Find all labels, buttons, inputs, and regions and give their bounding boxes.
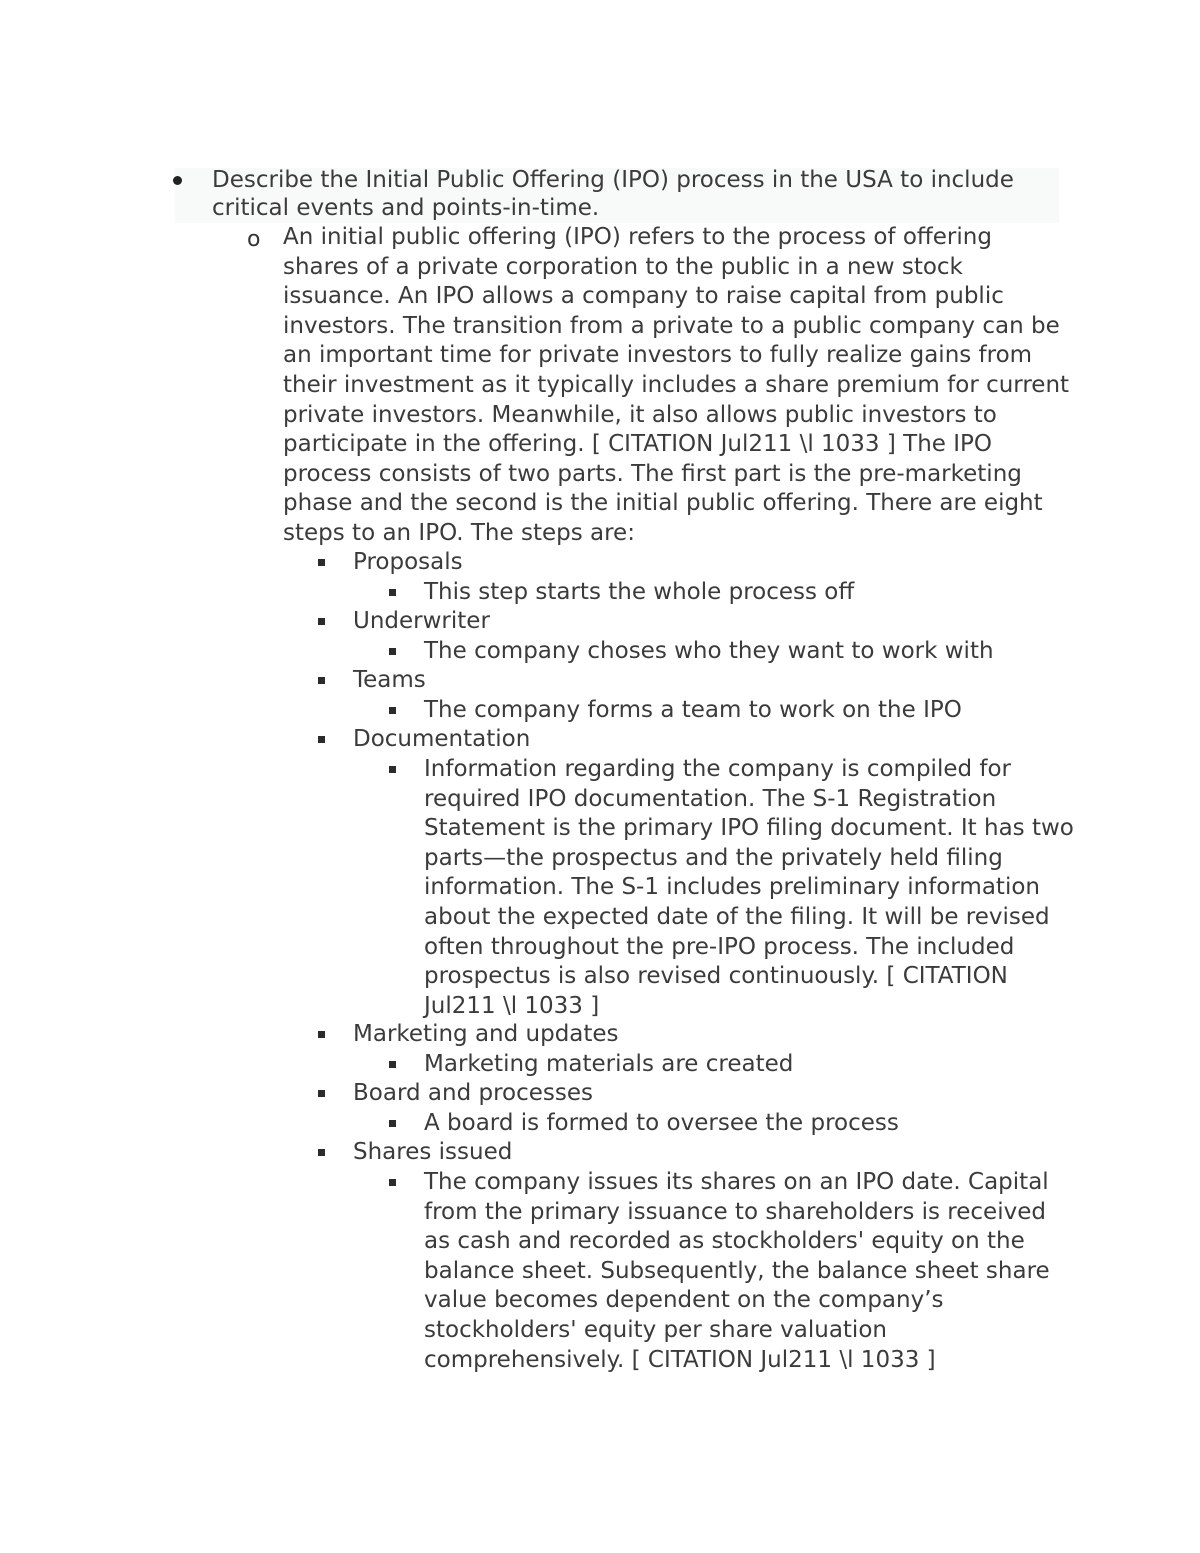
step-detail: The company choses who they want to work with	[424, 638, 994, 664]
bullet-square-icon	[389, 1120, 396, 1127]
bullet-square-icon	[318, 1149, 325, 1156]
bullet-square-icon	[318, 618, 325, 625]
step-label: Board and processes	[353, 1080, 594, 1106]
bullet-square-icon	[389, 766, 396, 773]
bullet-square-icon	[389, 589, 396, 596]
step-label: Teams	[353, 667, 426, 693]
bullet-square-icon	[318, 1090, 325, 1097]
heading-item: Describe the Initial Public Offering (IPO) process in the USA to include critical events and points-in-time.	[212, 167, 1014, 221]
bullet-square-icon	[389, 1179, 396, 1186]
step-label: Marketing and updates	[353, 1021, 619, 1047]
step-label: Documentation	[353, 726, 531, 752]
step-detail: Marketing materials are created	[424, 1051, 794, 1077]
step-detail: Information regarding the company is compiled for required IPO documentation. The S-1 Registration Statement is the primary IPO filing document. It has two parts—the prospectus and the privately held filing information. The S-1 includes preliminary information about the expected date of the filing. It will be revised often throughout the pre-IPO process. The included prospectus is also revised continuously. [ CITATION Jul211 \l 1033 ]	[424, 756, 1074, 1019]
intro-paragraph: An initial public offering (IPO) refers to the process of offering shares of a private corporation to the public in a new stock issuance. An IPO allows a company to raise capital from public investors. The transition from a private to a public company can be an important time for private investors to fully realize gains from their investment as it typically includes a share premium for current private investors. Meanwhile, it also allows public investors to participate in the offering. [ CITATION Jul211 \l 1033 ] The IPO process consists of two parts. The first part is the pre-marketing phase and the second is the initial public offering. There are eight steps to an IPO. The steps are:	[283, 224, 1070, 546]
bullet-square-icon	[318, 559, 325, 566]
bullet-square-icon	[318, 736, 325, 743]
bullet-square-icon	[389, 707, 396, 714]
step-detail: A board is formed to oversee the process	[424, 1110, 899, 1136]
bullet-square-icon	[389, 1061, 396, 1068]
bullet-disc-icon	[173, 176, 182, 185]
bullet-square-icon	[318, 1031, 325, 1038]
bullet-square-icon	[318, 677, 325, 684]
bullet-circle-icon: o	[247, 227, 261, 252]
step-detail: This step starts the whole process off	[424, 579, 855, 605]
step-label: Shares issued	[353, 1139, 513, 1165]
step-label: Proposals	[353, 549, 463, 575]
bullet-square-icon	[389, 648, 396, 655]
step-label: Underwriter	[353, 608, 490, 634]
step-detail: The company forms a team to work on the IPO	[424, 697, 962, 723]
step-detail: The company issues its shares on an IPO date. Capital from the primary issuance to shareholders is received as cash and recorded as stockholders' equity on the balance sheet. Subsequently, the balance sheet share value becomes dependent on the company’s stockholders' equity per share valuation comprehensively. [ CITATION Jul211 \l 1033 ]	[424, 1169, 1050, 1373]
